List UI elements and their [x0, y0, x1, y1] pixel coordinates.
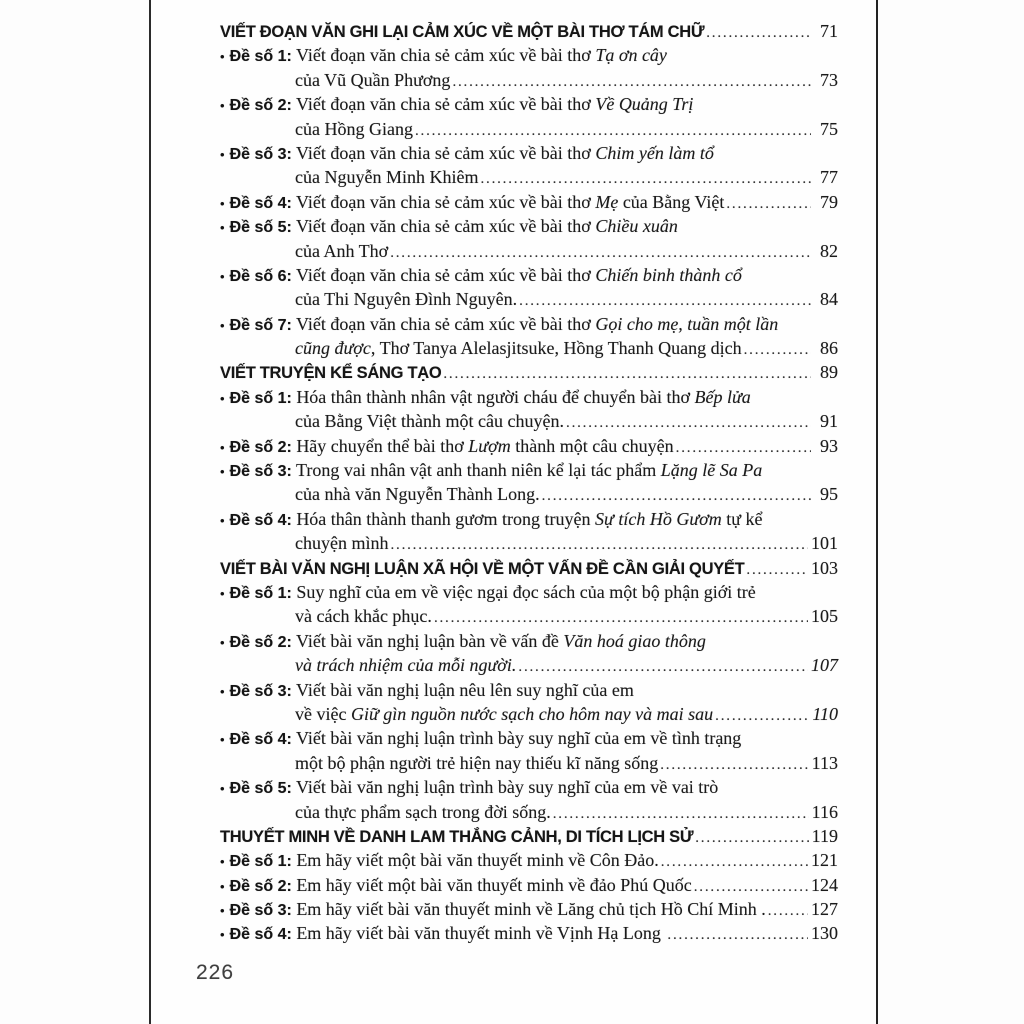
entry-label: Đề số 4: [229, 926, 292, 944]
toc-entry-line [220, 800, 838, 824]
entry-text: của Thi Nguyên Đình Nguyên. [295, 289, 518, 310]
toc-entry-line [220, 629, 838, 653]
page-number: 71 [820, 21, 838, 41]
dot-leader [706, 21, 811, 45]
footer-page-number: 226 [196, 961, 235, 984]
entry-text: Viết đoạn văn chia sẻ cảm xúc về bài thơ [291, 45, 596, 66]
page-number: 86 [820, 338, 838, 359]
entry-label: Đề số 1: [229, 389, 292, 407]
entry-text: Viết đoạn văn chia sẻ cảm xúc về bài thơ [291, 94, 596, 115]
page-number: 121 [811, 850, 838, 871]
entry-text: , Thơ Tanya Alelasjitsuke, Hồng Thanh Quang dịch [370, 338, 742, 359]
toc-entry-line [220, 580, 838, 604]
entry-text: Viết đoạn văn chia sẻ cảm xúc về bài thơ [291, 191, 596, 212]
dot-leader [660, 753, 808, 777]
entry-text: Hóa thân thành thanh gươm trong truyện [291, 508, 596, 529]
entry-text: Viết đoạn văn chia sẻ cảm xúc về bài thơ [291, 216, 596, 237]
toc-entry-line [220, 409, 838, 433]
entry-label: Đề số 3: [229, 145, 292, 163]
entry-text: Hãy chuyển thể bài thơ [291, 435, 469, 456]
entry-text: Lặng lẽ Sa Pa [660, 460, 763, 481]
entry-label: Đề số 4: [229, 511, 292, 529]
toc-entry-line [220, 458, 838, 482]
bullet-icon: • [220, 512, 225, 528]
entry-text: Sự tích Hồ Gươm [595, 508, 722, 529]
page-number: 101 [811, 533, 838, 554]
entry-label: Đề số 5: [229, 780, 292, 798]
dot-leader [694, 875, 808, 899]
toc-entry-line [220, 263, 838, 287]
entry-text: Viết đoạn văn chia sẻ cảm xúc về bài thơ [291, 142, 596, 163]
dot-leader [726, 192, 811, 216]
entry-text: Viết đoạn văn chia sẻ cảm xúc về bài thơ [291, 313, 596, 334]
entry-text: thành một câu chuyện [510, 435, 674, 456]
entry-text: Viết bài văn nghị luận trình bày suy nghĩ của em về tình trạng [291, 728, 742, 749]
entry-text: Giữ gìn nguồn nước sạch cho hôm nay và mai sau [350, 703, 714, 724]
dot-leader [542, 484, 811, 508]
dot-leader [434, 606, 808, 630]
bullet-icon: • [220, 732, 225, 748]
dot-leader [480, 167, 811, 191]
entry-label: Đề số 3: [229, 902, 292, 920]
dot-leader [566, 411, 811, 435]
entry-text: của thực phẩm sạch trong đời sống. [295, 801, 551, 822]
bullet-icon: • [220, 390, 225, 406]
bullet-icon: • [220, 220, 225, 236]
dot-leader [715, 704, 809, 728]
bullet-icon: • [220, 146, 225, 162]
entry-text: của Anh Thơ [295, 240, 389, 261]
dot-leader [676, 436, 811, 460]
bullet-icon: • [220, 634, 225, 650]
entry-text: một bộ phận người trẻ hiện nay thiếu kĩ năng sống [295, 752, 659, 773]
page-number: 82 [820, 240, 838, 261]
toc-entry-line [220, 117, 838, 141]
entry-text: Viết bài văn nghị luận nêu lên suy nghĩ của em [291, 679, 634, 700]
toc-entry-line [220, 385, 838, 409]
page-edge-left [149, 0, 151, 1024]
entry-label: Đề số 2: [229, 438, 292, 456]
entry-label: Đề số 2: [229, 633, 292, 651]
entry-label: Đề số 3: [229, 682, 292, 700]
entry-label: Đề số 5: [229, 219, 292, 237]
page-number: 73 [820, 69, 838, 90]
page-number: 110 [812, 703, 838, 724]
entry-text: Em hãy viết một bài văn thuyết minh về Côn Đảo. [291, 850, 659, 871]
dot-leader [518, 655, 808, 679]
entry-text: Chiến binh thành cổ [595, 264, 742, 285]
toc-entry-line [220, 239, 838, 263]
toc-entry-line [220, 702, 838, 726]
page-number: 119 [811, 825, 838, 846]
page-number: 95 [820, 484, 838, 505]
page-number: 79 [820, 191, 838, 212]
dot-leader [390, 241, 811, 265]
bullet-icon: • [220, 195, 225, 211]
entry-text: tự kể [721, 508, 763, 529]
entry-text: của Nguyễn Minh Khiêm [295, 167, 479, 188]
bullet-icon: • [220, 439, 225, 455]
entry-text: của Bằng Việt thành một câu chuyện. [295, 411, 565, 432]
entry-text: Về Quảng Trị [595, 94, 694, 115]
bullet-icon: • [220, 927, 225, 943]
entry-text: Viết bài văn nghị luận trình bày suy nghĩ của em về vai trò [291, 777, 719, 798]
dot-leader [390, 533, 808, 557]
dot-leader [452, 70, 811, 94]
bullet-icon: • [220, 317, 225, 333]
dot-leader [553, 802, 809, 826]
entry-text: Chim yến làm tổ [595, 142, 714, 163]
entry-label: Đề số 1: [229, 853, 292, 871]
page-number: 93 [820, 435, 838, 456]
entry-text: của Bằng Việt [618, 191, 725, 212]
toc-entry-line [220, 604, 838, 628]
entry-text: Trong vai nhân vật anh thanh niên kể lại tác phẩm [291, 460, 661, 481]
entry-text: của Hồng Giang [295, 118, 413, 139]
page-number: 103 [811, 557, 838, 578]
toc-entry-line [220, 141, 838, 165]
entry-text: chuyện mình [295, 533, 389, 554]
toc-entry-line [220, 921, 838, 945]
toc-entry-line [220, 751, 838, 775]
page-number: 116 [811, 801, 838, 822]
page-edge-right [876, 0, 878, 1024]
entry-label: Đề số 3: [229, 463, 292, 481]
dot-leader [746, 558, 808, 582]
toc-section-heading [220, 556, 838, 580]
entry-text: của Vũ Quần Phương [295, 69, 451, 90]
dot-leader [519, 289, 811, 313]
entry-text: Lượm [468, 435, 511, 456]
entry-text: Em hãy viết bài văn thuyết minh về Lăng chủ tịch Hồ Chí Minh . [291, 899, 766, 920]
entry-label: Đề số 1: [229, 48, 292, 66]
entry-label: Đề số 1: [229, 584, 292, 602]
entry-label: Đề số 2: [229, 97, 292, 115]
page-number: 130 [811, 923, 838, 944]
entry-text: cũng được [295, 338, 371, 359]
toc-entry-line [220, 848, 838, 872]
dot-leader [443, 362, 811, 386]
toc-entry-line [220, 482, 838, 506]
entry-text: Em hãy viết bài văn thuyết minh về Vịnh Hạ Long [291, 923, 666, 944]
toc-entry-line [220, 336, 838, 360]
entry-text: Chiều xuân [595, 216, 678, 237]
entry-label: Đề số 6: [229, 267, 292, 285]
entry-text: Văn hoá giao thông [563, 630, 706, 651]
section-title: VIẾT BÀI VĂN NGHỊ LUẬN XÃ HỘI VỀ MỘT VẤN ĐỀ CẦN GIẢI QUYẾT [220, 559, 745, 578]
page-number: 124 [811, 874, 838, 895]
section-title: THUYẾT MINH VỀ DANH LAM THẮNG CẢNH, DI TÍCH LỊCH SỬ [220, 827, 694, 846]
dot-leader [744, 338, 811, 362]
toc-entry-line [220, 312, 838, 336]
toc-entry-line [220, 726, 838, 750]
bullet-icon: • [220, 464, 225, 480]
entry-label: Đề số 7: [229, 316, 292, 334]
toc-entry-line [220, 897, 838, 921]
entry-text: Viết đoạn văn chia sẻ cảm xúc về bài thơ [291, 264, 596, 285]
entry-label: Đề số 2: [229, 877, 292, 895]
dot-leader [661, 850, 808, 874]
entry-label: Đề số 4: [229, 731, 292, 749]
toc-entry-line [220, 165, 838, 189]
toc-entry-line [220, 190, 838, 214]
dot-leader [415, 119, 811, 143]
toc-entry-line [220, 43, 838, 67]
page-number: 107 [811, 655, 838, 676]
toc-section-heading [220, 19, 838, 43]
bullet-icon: • [220, 878, 225, 894]
dot-leader [695, 826, 808, 850]
bullet-icon: • [220, 49, 225, 65]
entry-text: và trách nhiệm của mỗi người. [295, 655, 517, 676]
entry-text: Bếp lửa [694, 386, 751, 407]
toc-entry-line [220, 775, 838, 799]
section-title: VIẾT TRUYỆN KỂ SÁNG TẠO [220, 364, 442, 383]
page-number: 91 [820, 411, 838, 432]
page-number: 84 [820, 289, 838, 310]
entry-label: Đề số 4: [229, 194, 292, 212]
toc-section-heading [220, 824, 838, 848]
bullet-icon: • [220, 98, 225, 114]
entry-text: và cách khắc phục. [295, 606, 432, 627]
toc-entry-line [220, 287, 838, 311]
toc-entry-line [220, 678, 838, 702]
toc-entry-line [220, 653, 838, 677]
bullet-icon: • [220, 683, 225, 699]
toc-entry-line [220, 434, 838, 458]
page-number: 127 [811, 899, 838, 920]
page-number: 89 [820, 362, 838, 383]
bullet-icon: • [220, 781, 225, 797]
entry-text: của nhà văn Nguyễn Thành Long. [295, 484, 540, 505]
toc-entry-line [220, 68, 838, 92]
toc-section-heading [220, 360, 838, 384]
toc-entry-line [220, 873, 838, 897]
entry-text: về việc [295, 703, 351, 724]
page-number: 105 [811, 606, 838, 627]
entry-text: Em hãy viết một bài văn thuyết minh về đảo Phú Quốc [291, 874, 692, 895]
entry-text: Mẹ [595, 191, 619, 212]
toc-entry-line [220, 92, 838, 116]
section-title: VIẾT ĐOẠN VĂN GHI LẠI CẢM XÚC VỀ MỘT BÀI THƠ TÁM CHỮ [220, 23, 705, 41]
entry-text: Tạ ơn cây [595, 45, 667, 66]
entry-text: Gọi cho mẹ, tuần một lần [595, 313, 779, 334]
table-of-contents [220, 19, 838, 946]
page-number: 75 [820, 118, 838, 139]
entry-text: Viết bài văn nghị luận bàn về vấn đề [291, 630, 564, 651]
entry-text: Suy nghĩ của em về việc ngại đọc sách của một bộ phận giới trẻ [291, 581, 756, 602]
dot-leader [768, 899, 808, 923]
page-number: 77 [820, 167, 838, 188]
bullet-icon: • [220, 854, 225, 870]
toc-entry-line [220, 531, 838, 555]
toc-entry-line [220, 214, 838, 238]
bullet-icon: • [220, 903, 225, 919]
toc-entry-line [220, 507, 838, 531]
dot-leader [667, 923, 808, 947]
entry-text: Hóa thân thành nhân vật người cháu để chuyển bài thơ [291, 386, 695, 407]
bullet-icon: • [220, 268, 225, 284]
page-number: 113 [811, 752, 838, 773]
bullet-icon: • [220, 585, 225, 601]
